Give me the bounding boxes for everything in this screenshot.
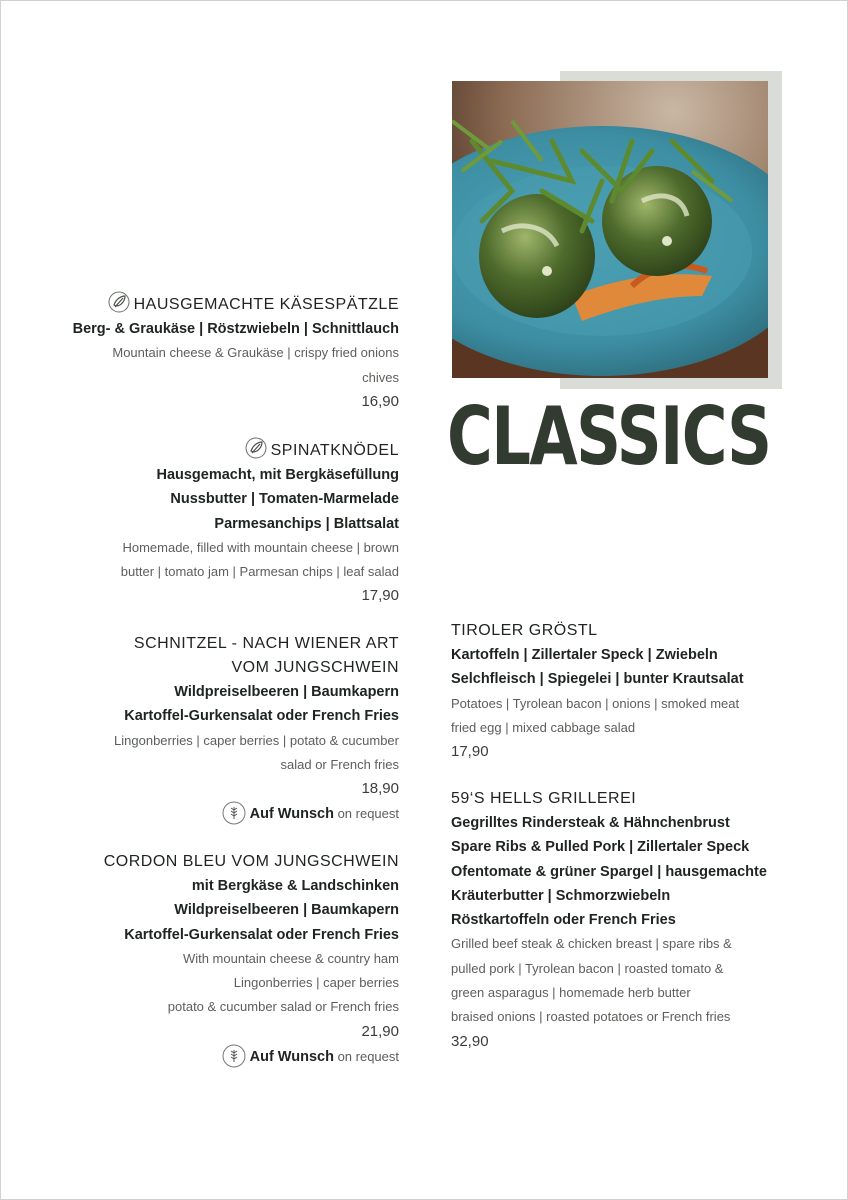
dish-title: CORDON BLEU VOM JUNGSCHWEIN xyxy=(103,853,399,870)
dish-description-de: Berg- & Graukäse | Röstzwiebeln | Schnittlauch xyxy=(72,321,399,337)
dish-description-en: Lingonberries | caper berries xyxy=(233,975,399,991)
dish-description-de: Kräuterbutter | Schmorzwiebeln xyxy=(451,887,671,904)
dish-description-de: Röstkartoffeln oder French Fries xyxy=(451,912,676,929)
dish-price: 17,90 xyxy=(451,743,489,761)
dish-price: 21,90 xyxy=(361,1022,399,1040)
dish-description-en: potato & cucumber salad or French fries xyxy=(167,999,399,1015)
dish-price: 32,90 xyxy=(451,1032,489,1050)
dish-title: HAUSGEMACHTE KÄSESPÄTZLE xyxy=(133,296,399,313)
dish-description-en: Potatoes | Tyrolean bacon | onions | smoked meat xyxy=(451,695,740,711)
dish-price: 16,90 xyxy=(361,392,399,410)
dish-description-de: mit Bergkäse & Landschinken xyxy=(191,878,399,894)
dish-description-en: green asparagus | homemade herb butter xyxy=(451,985,691,1001)
dish-description-en: fried egg | mixed cabbage salad xyxy=(451,719,636,735)
dish-description-en: Grilled beef steak & chicken breast | spare ribs & xyxy=(451,936,732,952)
dish-price: 17,90 xyxy=(361,587,399,605)
dish-title: TIROLER GRÖSTL xyxy=(451,622,598,639)
section-title: CLASSICS xyxy=(447,390,771,483)
dish-description-de: Gegrilltes Rindersteak & Hähnchenbrust xyxy=(451,815,730,831)
dish-price: 18,90 xyxy=(361,780,399,798)
dish-description-en: pulled pork | Tyrolean bacon | roasted tomato & xyxy=(451,960,724,976)
dish-description-en: With mountain cheese & country ham xyxy=(182,950,399,966)
dish-description-de: Kartoffel-Gurkensalat oder French Fries xyxy=(124,926,399,943)
leaf-icon xyxy=(245,437,267,459)
gluten-free-suffix: on request xyxy=(337,806,399,822)
dish-title: 59‘S HELLS GRILLEREI xyxy=(451,790,637,807)
gluten-free-note xyxy=(69,1044,399,1069)
dish-description-de: Ofentomate & grüner Spargel | hausgemachte xyxy=(451,863,767,880)
dish-description-en: salad or French fries xyxy=(280,756,399,772)
dish-description-de: Kartoffel-Gurkensalat oder French Fries xyxy=(124,708,399,725)
gluten-free-suffix: on request xyxy=(337,1048,399,1064)
dish-description-de: Wildpreiselbeeren | Baumkapern xyxy=(174,684,399,700)
dish-description-en: Homemade, filled with mountain cheese | brown xyxy=(122,539,399,555)
dish-title: SPINATKNÖDEL xyxy=(270,442,399,459)
gluten-free-label: Auf Wunsch xyxy=(249,1048,334,1065)
dish-spinatknoedel xyxy=(69,437,399,608)
dish-title: VOM JUNGSCHWEIN xyxy=(231,659,399,676)
dish-title: SCHNITZEL - NACH WIENER ART xyxy=(133,635,399,652)
dish-hells-grillerei xyxy=(451,787,791,1054)
dish-description-en: braised onions | roasted potatoes or French fries xyxy=(451,1009,731,1025)
dish-schnitzel xyxy=(69,632,399,826)
dish-description-en: chives xyxy=(362,369,399,385)
dish-description-de: Nussbutter | Tomaten-Marmelade xyxy=(170,491,399,508)
dish-description-en: Mountain cheese & Graukäse | crispy fried onions xyxy=(112,345,399,361)
leaf-icon xyxy=(108,291,130,313)
gluten-free-icon xyxy=(222,1044,246,1068)
dish-description-de: Parmesanchips | Blattsalat xyxy=(214,515,399,532)
dish-kaesespaetzle xyxy=(69,291,399,414)
dish-tiroler-groestl xyxy=(451,619,791,764)
dish-description-en: butter | tomato jam | Parmesan chips | leaf salad xyxy=(120,564,399,580)
dish-description-de: Wildpreiselbeeren | Baumkapern xyxy=(174,902,399,919)
dish-description-de: Spare Ribs & Pulled Pork | Zillertaler Speck xyxy=(451,839,750,856)
dish-description-en: Lingonberries | caper berries | potato & cucumber xyxy=(114,732,399,748)
dish-description-de: Hausgemacht, mit Bergkäsefüllung xyxy=(156,467,399,483)
gluten-free-icon xyxy=(222,801,246,825)
dish-photo xyxy=(452,81,768,378)
dish-photo-block xyxy=(452,71,782,389)
dish-description-de: Kartoffeln | Zillertaler Speck | Zwiebeln xyxy=(451,647,718,663)
dish-cordon-bleu xyxy=(69,850,399,1069)
gluten-free-note xyxy=(69,801,399,826)
gluten-free-label: Auf Wunsch xyxy=(249,806,334,823)
dish-description-de: Selchfleisch | Spiegelei | bunter Krautsalat xyxy=(451,671,744,688)
